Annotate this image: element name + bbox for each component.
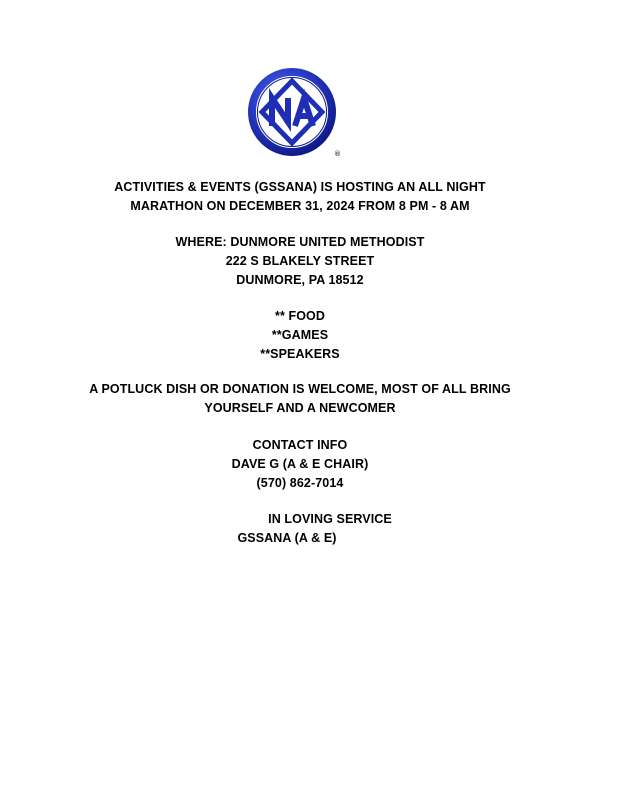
- potluck-note: [0, 380, 600, 418]
- location-city: DUNMORE, PA 18512: [236, 273, 364, 287]
- contact-info: [0, 436, 600, 493]
- contact-phone: (570) 862-7014: [256, 476, 344, 490]
- closing-line-1: [30, 510, 630, 529]
- location-name: WHERE: DUNMORE UNITED METHODIST: [175, 235, 425, 249]
- feature-speakers: **SPEAKERS: [260, 347, 340, 361]
- event-headline: [0, 178, 600, 216]
- feature-games: **GAMES: [271, 328, 329, 342]
- na-logo: [248, 68, 340, 160]
- event-location: [0, 233, 600, 290]
- location-street: 222 S BLAKELY STREET: [225, 254, 375, 268]
- na-logo-icon: [248, 68, 340, 160]
- closing-text-1: IN LOVING SERVICE: [268, 512, 392, 526]
- headline-line-2: MARATHON ON DECEMBER 31, 2024 FROM 8 PM - 8 AM: [130, 199, 470, 213]
- registered-mark: ®: [334, 150, 341, 158]
- closing-text-2: GSSANA (A & E): [237, 531, 337, 545]
- feature-food: ** FOOD: [274, 309, 325, 323]
- potluck-line-1: A POTLUCK DISH OR DONATION IS WELCOME, MOST OF ALL BRING: [89, 382, 511, 396]
- potluck-line-2: YOURSELF AND A NEWCOMER: [204, 401, 396, 415]
- closing-line-2: [0, 529, 587, 548]
- contact-heading: CONTACT INFO: [252, 438, 348, 452]
- headline-line-1: ACTIVITIES & EVENTS (GSSANA) IS HOSTING AN ALL NIGHT: [114, 180, 486, 194]
- contact-name: DAVE G (A & E CHAIR): [231, 457, 369, 471]
- features-list: [0, 307, 600, 364]
